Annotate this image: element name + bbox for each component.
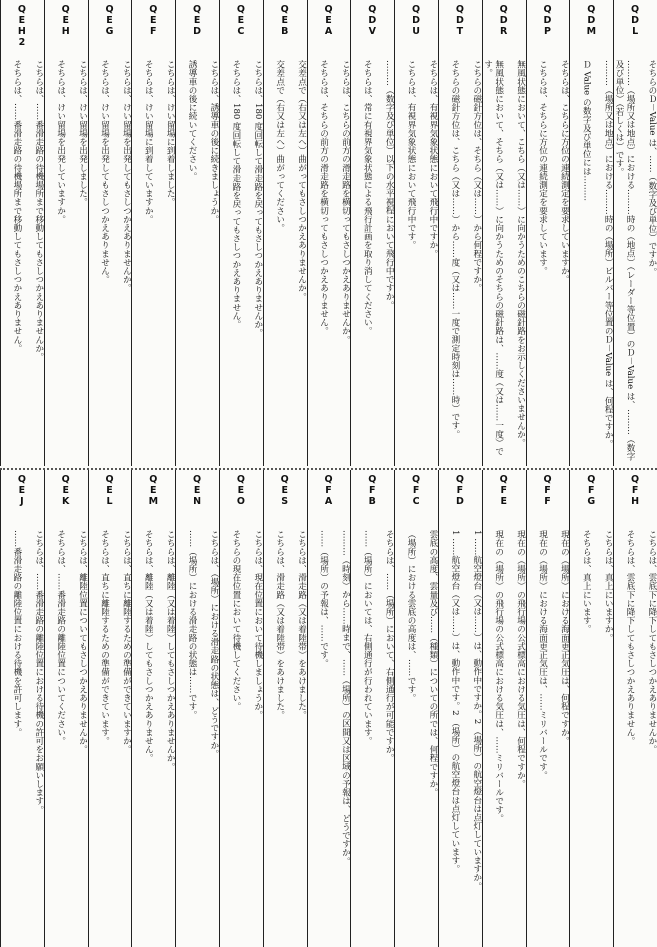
row-divider	[175, 0, 176, 466]
question-text: そちらは、こちらに方位の連続測定を要求していますか。	[559, 60, 570, 284]
question-text: こちらは、滑走路（又は着陸帯）をあけました。	[296, 530, 307, 720]
table-row	[307, 0, 351, 466]
table-row	[263, 470, 307, 947]
answer-text: （場所）における雲底の高度は、……です。	[406, 530, 417, 702]
answer-text: ………（場所又は地点）における………時の（地点）（レーダー等位置）のＤ－Value は、………（数字及び単位）（若しくは）です。	[614, 60, 636, 461]
q-code-label: QEB	[279, 4, 291, 37]
q-code-label: QEM	[147, 474, 159, 507]
question-text: 無風状態において、こちら（又は……）に向かうためのこちらの磁針路をお示しくださいませんか。	[515, 60, 526, 447]
question-text: こちらは、……番滑走路の待機場所まで移動してもさしつかえありませんか。	[33, 60, 44, 361]
answer-text: そちらは、けい留場を出発してもさしつかえありません。	[99, 60, 110, 284]
answer-text: そちらの現在位置において待機してください。	[230, 530, 241, 711]
row-divider	[307, 0, 308, 466]
q-code-label: QFE	[498, 474, 510, 507]
q-code-label: QEN	[191, 474, 203, 507]
question-text: こちらは、けい留場を出発しました。	[77, 60, 88, 207]
q-code-label: QEK	[60, 474, 72, 507]
q-code-label: QFA	[323, 474, 334, 507]
answer-text: ……（場所）においては、右側通行が行われています。	[362, 530, 373, 745]
question-text: こちらは、（場所）における滑走路の状態は、どうですか。	[208, 530, 219, 758]
answer-text: こちらは、有視界気象状態において飛行中です。	[406, 60, 417, 250]
answer-text: こちらは、そちらに方位の連続測定を要求しています。	[537, 60, 548, 275]
q-code-label: QEJ	[16, 474, 28, 507]
q-code-label: QEG	[104, 4, 115, 37]
row-divider	[613, 0, 614, 466]
answer-text: そちらの磁針方位は、こちら（又は……）から……度（又は……一度で測定時刻は……時）です。	[449, 60, 460, 439]
row-divider	[219, 470, 220, 947]
table-row	[44, 0, 88, 466]
q-code-label: QDT	[454, 4, 466, 37]
table-row	[131, 0, 175, 466]
answer-text: そちらは、けい留場を出発していますか。	[55, 60, 66, 224]
table-row	[44, 470, 88, 947]
q-code-label: QDR	[498, 4, 510, 37]
answer-text: そちらは、真上にいます。	[581, 530, 592, 634]
row-divider	[438, 470, 439, 947]
answer-text: ……（場所）の予報は、……です。	[318, 530, 329, 668]
q-code-label: QFF	[542, 474, 553, 507]
q-code-label: QDV	[366, 4, 378, 37]
question-text: こちらは、真上にいますか。	[603, 530, 614, 642]
question-text: そちらのＤ－Value は、……（数字及び単位）ですか。	[646, 60, 657, 276]
table-row	[0, 470, 44, 947]
table-row	[175, 0, 219, 466]
answer-text: そちらは、離陸（又は着陸）してもさしつかえありません。	[143, 530, 154, 763]
table-row	[569, 470, 613, 947]
q-code-label: QEF	[147, 4, 159, 37]
answer-text: そちらは、……番滑走路の待機場所まで移動してもさしつかえありません。	[11, 60, 22, 353]
row-divider	[219, 0, 220, 466]
q-code-label: QDP	[542, 4, 553, 37]
row-divider	[482, 470, 483, 947]
table-row	[350, 470, 394, 947]
answer-text: 現在の（場所）の飛行場の公式標高における気圧は、……ミリバールです。	[493, 530, 504, 823]
table-row	[482, 470, 526, 947]
q-code-label: QEA	[323, 4, 334, 37]
question-text: こちらは、こちらの前方の滑走路を横切ってもさしつかえありませんか。	[340, 60, 351, 344]
table-row	[131, 470, 175, 947]
question-text: こちらは、雲底下に降下してもさしつかえありませんか。	[646, 530, 657, 754]
question-text: 交差点で（右又は左へ）曲がってもさしつかえありませんか。	[296, 60, 307, 301]
question-text: 1 ……航空燈台（又は……）は、動作中ですか。2 （場所）の航空燈台は点灯していますか。	[471, 530, 482, 891]
row-divider	[88, 0, 89, 466]
table-row	[394, 470, 438, 947]
answer-text: ……（場所）における滑走路の状態は……です。	[187, 530, 198, 720]
table-row	[569, 0, 613, 466]
question-text: こちらは、誘導車の後に続きましょうか。	[208, 60, 219, 224]
table-row	[0, 0, 44, 466]
row-divider	[175, 470, 176, 947]
q-code-label: QFB	[366, 474, 378, 507]
q-code-label: QEH	[60, 4, 72, 37]
table-row	[263, 0, 307, 466]
question-text: ………（場所又は地点）における………時の（場所）ビルバー等位置のＤ－Value は、何程ですか。	[603, 60, 614, 448]
answer-text: 無風状態において、そちら（又は……）に向かうためのそちらの磁針路は、……度（又は……一度）です。	[482, 60, 504, 456]
answer-text: そちらは、そちらの前方の滑走路を横切ってもさしつかえありません。	[318, 60, 329, 336]
row-divider	[394, 0, 395, 466]
question-text: 雲底の高度、雲量及び……（種類）についての所では、何程ですか。	[427, 530, 438, 797]
question-text: こちらは、……番滑走路の離陸位置における待機の許可をお願いします。	[33, 530, 44, 814]
question-text: こちらの磁針方位は、そちら（又は……）から何程ですか。	[471, 60, 482, 293]
answer-text: 交差点で（右又は左へ）曲がってください。	[274, 60, 285, 232]
table-row	[438, 470, 482, 947]
row-divider	[44, 470, 45, 947]
question-text: こちらは、けい留場を出発してもさしつかえありませんか。	[121, 60, 132, 293]
row-divider	[482, 0, 483, 466]
row-divider	[131, 0, 132, 466]
table-row	[219, 470, 263, 947]
answer-text: そちらは、直ちに離陸するための準備ができています。	[99, 530, 110, 745]
table-row	[350, 0, 394, 466]
q-code-label: QED	[191, 4, 203, 37]
q-code-label: QEH2	[16, 4, 28, 48]
question-text: 現在の（場所）における海面更正気圧は、何程ですか。	[559, 530, 570, 745]
q-code-label: QDL	[629, 4, 641, 37]
table-row	[88, 0, 132, 466]
answer-text: Ｄ Value の数字及び単位には………	[581, 60, 592, 202]
answer-text: そちらは、けい留場に到着していますか。	[143, 60, 154, 224]
q-code-label: QFG	[585, 474, 597, 507]
question-text: そちらは、有視界気象状態において飛行中ですか。	[427, 60, 438, 258]
row-divider	[569, 470, 570, 947]
q-code-label: QEL	[104, 474, 115, 507]
question-text: こちらは、180 度回転して滑走路を戻ってもさしつかえありませんか。	[252, 60, 263, 338]
answer-text: 現在の（場所）における海面更正気圧は、……ミリバールです。	[537, 530, 548, 780]
bottom-table	[0, 470, 657, 947]
table-row	[526, 470, 570, 947]
answer-text: 1 ……航空燈台（又は……）は、動作中です。2 （場所）の航空燈台は点灯しています。	[449, 530, 460, 874]
table-row	[613, 470, 657, 947]
answer-text: そちらは、常に有視界気象状態による飛行計画を取り消してください。	[362, 60, 373, 336]
table-row	[613, 0, 657, 466]
row-divider	[44, 0, 45, 466]
row-divider	[526, 0, 527, 466]
row-divider	[131, 470, 132, 947]
question-text: こちらは、現在位置において待機しましょうか。	[252, 530, 263, 720]
q-code-label: QDM	[585, 4, 597, 37]
q-code-label: QEO	[235, 474, 247, 507]
row-divider	[263, 0, 264, 466]
question-text: ………（数字及び単位）以下の水平視程において飛行中ですか。	[384, 60, 395, 310]
q-code-label: QEC	[235, 4, 247, 37]
table-row	[219, 0, 263, 466]
q-code-label: QES	[279, 474, 291, 507]
row-divider	[350, 470, 351, 947]
question-text: こちらは、離陸位置についてもさしつかえありませんか。	[77, 530, 88, 754]
row-divider	[613, 470, 614, 947]
question-text: こちらは、離陸（又は着陸）してもさしつかえありませんか。	[165, 530, 176, 771]
question-text: そちらは、……（場所）において、右側通行が可能ですか。	[384, 530, 395, 763]
question-text: こちらは、直ちに離陸するための準備ができていますか。	[121, 530, 132, 754]
row-divider	[0, 0, 1, 466]
table-row	[526, 0, 570, 466]
answer-text: そちらは、180 度回転して滑走路を戻ってもさしつかえありません。	[230, 60, 241, 329]
q-code-label: QFC	[410, 474, 422, 507]
row-divider	[307, 470, 308, 947]
table-row	[482, 0, 526, 466]
row-divider	[569, 0, 570, 466]
row-divider	[88, 470, 89, 947]
answer-text: そちらは、……番滑走路の離陸位置についてください。	[55, 530, 66, 745]
question-text: ………（時刻）から……時まで、……（場所）の区間又は区域の予報は、どうですか。	[340, 530, 351, 866]
answer-text: こちらは、滑走路（又は着陸帯）をあけました。	[274, 530, 285, 720]
answer-text: 誘導車の後に続いてください。	[187, 60, 198, 181]
question-text: 現在の（場所）の飛行場の公式標高における気圧は、何程ですか。	[515, 530, 526, 788]
row-divider	[0, 470, 1, 947]
table-row	[88, 470, 132, 947]
row-divider	[394, 470, 395, 947]
q-code-label: QDU	[410, 4, 422, 37]
table-row	[438, 0, 482, 466]
row-divider	[263, 470, 264, 947]
table-row	[307, 470, 351, 947]
answer-text: そちらは、雲底下に降下してもさしつかえありません。	[625, 530, 636, 745]
top-table	[0, 0, 657, 466]
table-row	[394, 0, 438, 466]
q-code-label: QFD	[454, 474, 466, 507]
q-code-label: QFH	[629, 474, 641, 507]
table-row	[175, 470, 219, 947]
answer-text: ……番滑走路の離陸位置における待機を許可します。	[11, 530, 22, 737]
row-divider	[526, 470, 527, 947]
question-text: こちらは、けい留場に到着しました。	[165, 60, 176, 207]
row-divider	[350, 0, 351, 466]
row-divider	[438, 0, 439, 466]
